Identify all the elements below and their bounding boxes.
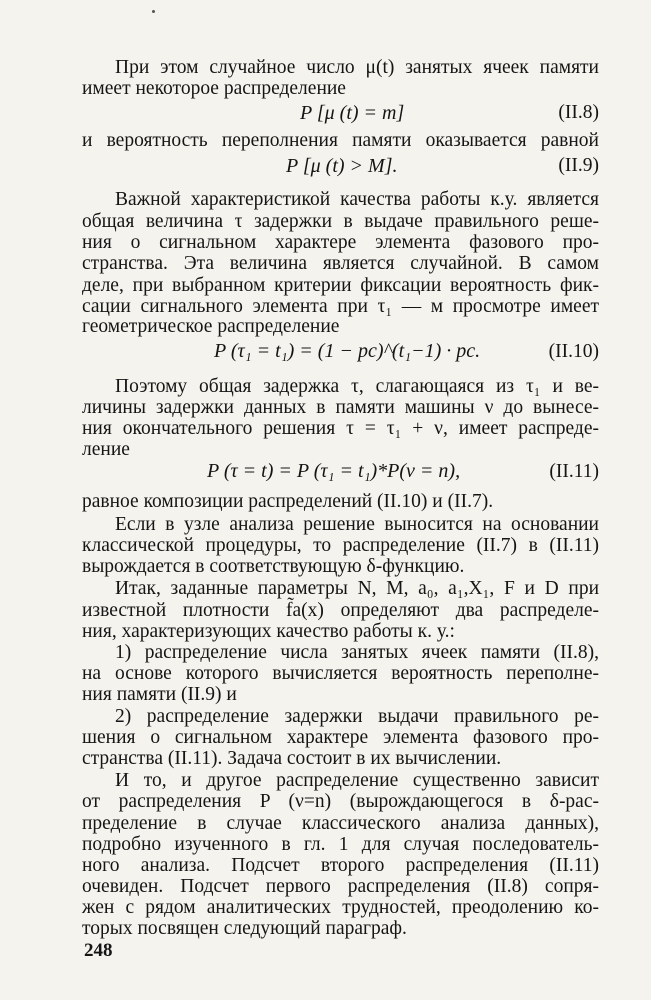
equation-number: (II.9) [558, 155, 599, 176]
formula-ii-10: P (τ₁ = t₁) = (1 − pc)^(t₁−1) · pc. [214, 340, 481, 362]
text-line: вырождается в соответствующую δ-функцию. [82, 556, 465, 577]
text-line: ния окончательного решения τ = τ₁ + ν, имеет распреде- [82, 418, 599, 439]
text-line: известной плотности f̃a(x) определяют два распределе- [82, 600, 599, 621]
text-line: сации сигнального элемента при τ₁ — м просмотре имеет [82, 296, 599, 317]
text-line: деле, при выбранном критерии фиксации вероятность фик- [82, 275, 599, 296]
text-line: торых посвящен следующий параграф. [82, 918, 407, 939]
equation-number: (II.10) [548, 341, 599, 362]
equation-number: (II.11) [549, 461, 599, 482]
text-line: 2) распределение задержки выдачи правильного ре- [115, 706, 599, 727]
text-line: жен с рядом аналитических трудностей, преодолению ко- [82, 897, 599, 918]
formula-ii-11: P (τ = t) = P (τ₁ = t₁)*P(ν = n), [207, 460, 461, 482]
text-line: ление [82, 439, 130, 460]
text-line: ния о сигнальном характере элемента фазового про- [82, 232, 599, 253]
text-line: подробно изученного в гл. 1 для случая последователь- [82, 834, 599, 855]
text-line: на основе которого вычисляется вероятность переполне- [82, 663, 599, 684]
text-line: 1) распределение числа занятых ячеек памяти (II.8), [115, 642, 599, 663]
text-line: ного анализа. Подсчет второго распределения (II.11) [82, 855, 599, 876]
formula-ii-8: P [μ (t) = m] [300, 102, 405, 124]
text-line: И то, и другое распределение существенно зависит [115, 770, 599, 791]
text-line: пределение в случае классического анализа данных), [82, 813, 599, 834]
text-line: равное композиции распределений (II.10) и (II.7). [82, 491, 494, 512]
text-line: и вероятность переполнения памяти оказывается равной [82, 130, 599, 151]
text-line: шения о сигнальном характере элемента фазового про- [82, 727, 599, 748]
text-line: личины задержки данных в памяти машины ν до вынесе- [82, 397, 599, 418]
text-line: от распределения P (ν=n) (вырождающегося в δ-рас- [82, 791, 599, 812]
text-line: Итак, заданные параметры N, M, a₀, a₁,X₁, F и D при [115, 578, 599, 599]
text-line: При этом случайное число μ(t) занятых ячеек памяти [115, 57, 599, 78]
equation-number: (II.8) [558, 102, 599, 123]
text-line: общая величина τ задержки в выдаче правильного реше- [82, 211, 599, 232]
text-line: геометрическое распределение [82, 316, 340, 337]
text-line: странства (II.11). Задача состоит в их вычислении. [82, 748, 502, 769]
formula-ii-9: P [μ (t) > M]. [286, 155, 398, 177]
text-line: ния, характеризующих качество работы к. у.: [82, 621, 455, 642]
text-line: классической процедуры, то распределение (II.7) в (II.11) [82, 535, 599, 556]
text-line: очевиден. Подсчет первого распределения (II.8) сопря- [82, 876, 599, 897]
scan-speck [152, 10, 155, 13]
text-line: Поэтому общая задержка τ, слагающаяся из τ₁ и ве- [115, 376, 599, 397]
text-line: ния памяти (II.9) и [82, 684, 237, 705]
text-line: имеет некоторое распределение [82, 78, 346, 99]
text-line: Важной характеристикой качества работы к.у. является [115, 189, 599, 210]
text-line: Если в узле анализа решение выносится на основании [115, 514, 599, 535]
page-number: 248 [84, 940, 113, 961]
text-line: странства. Эта величина является случайной. В самом [82, 253, 599, 274]
